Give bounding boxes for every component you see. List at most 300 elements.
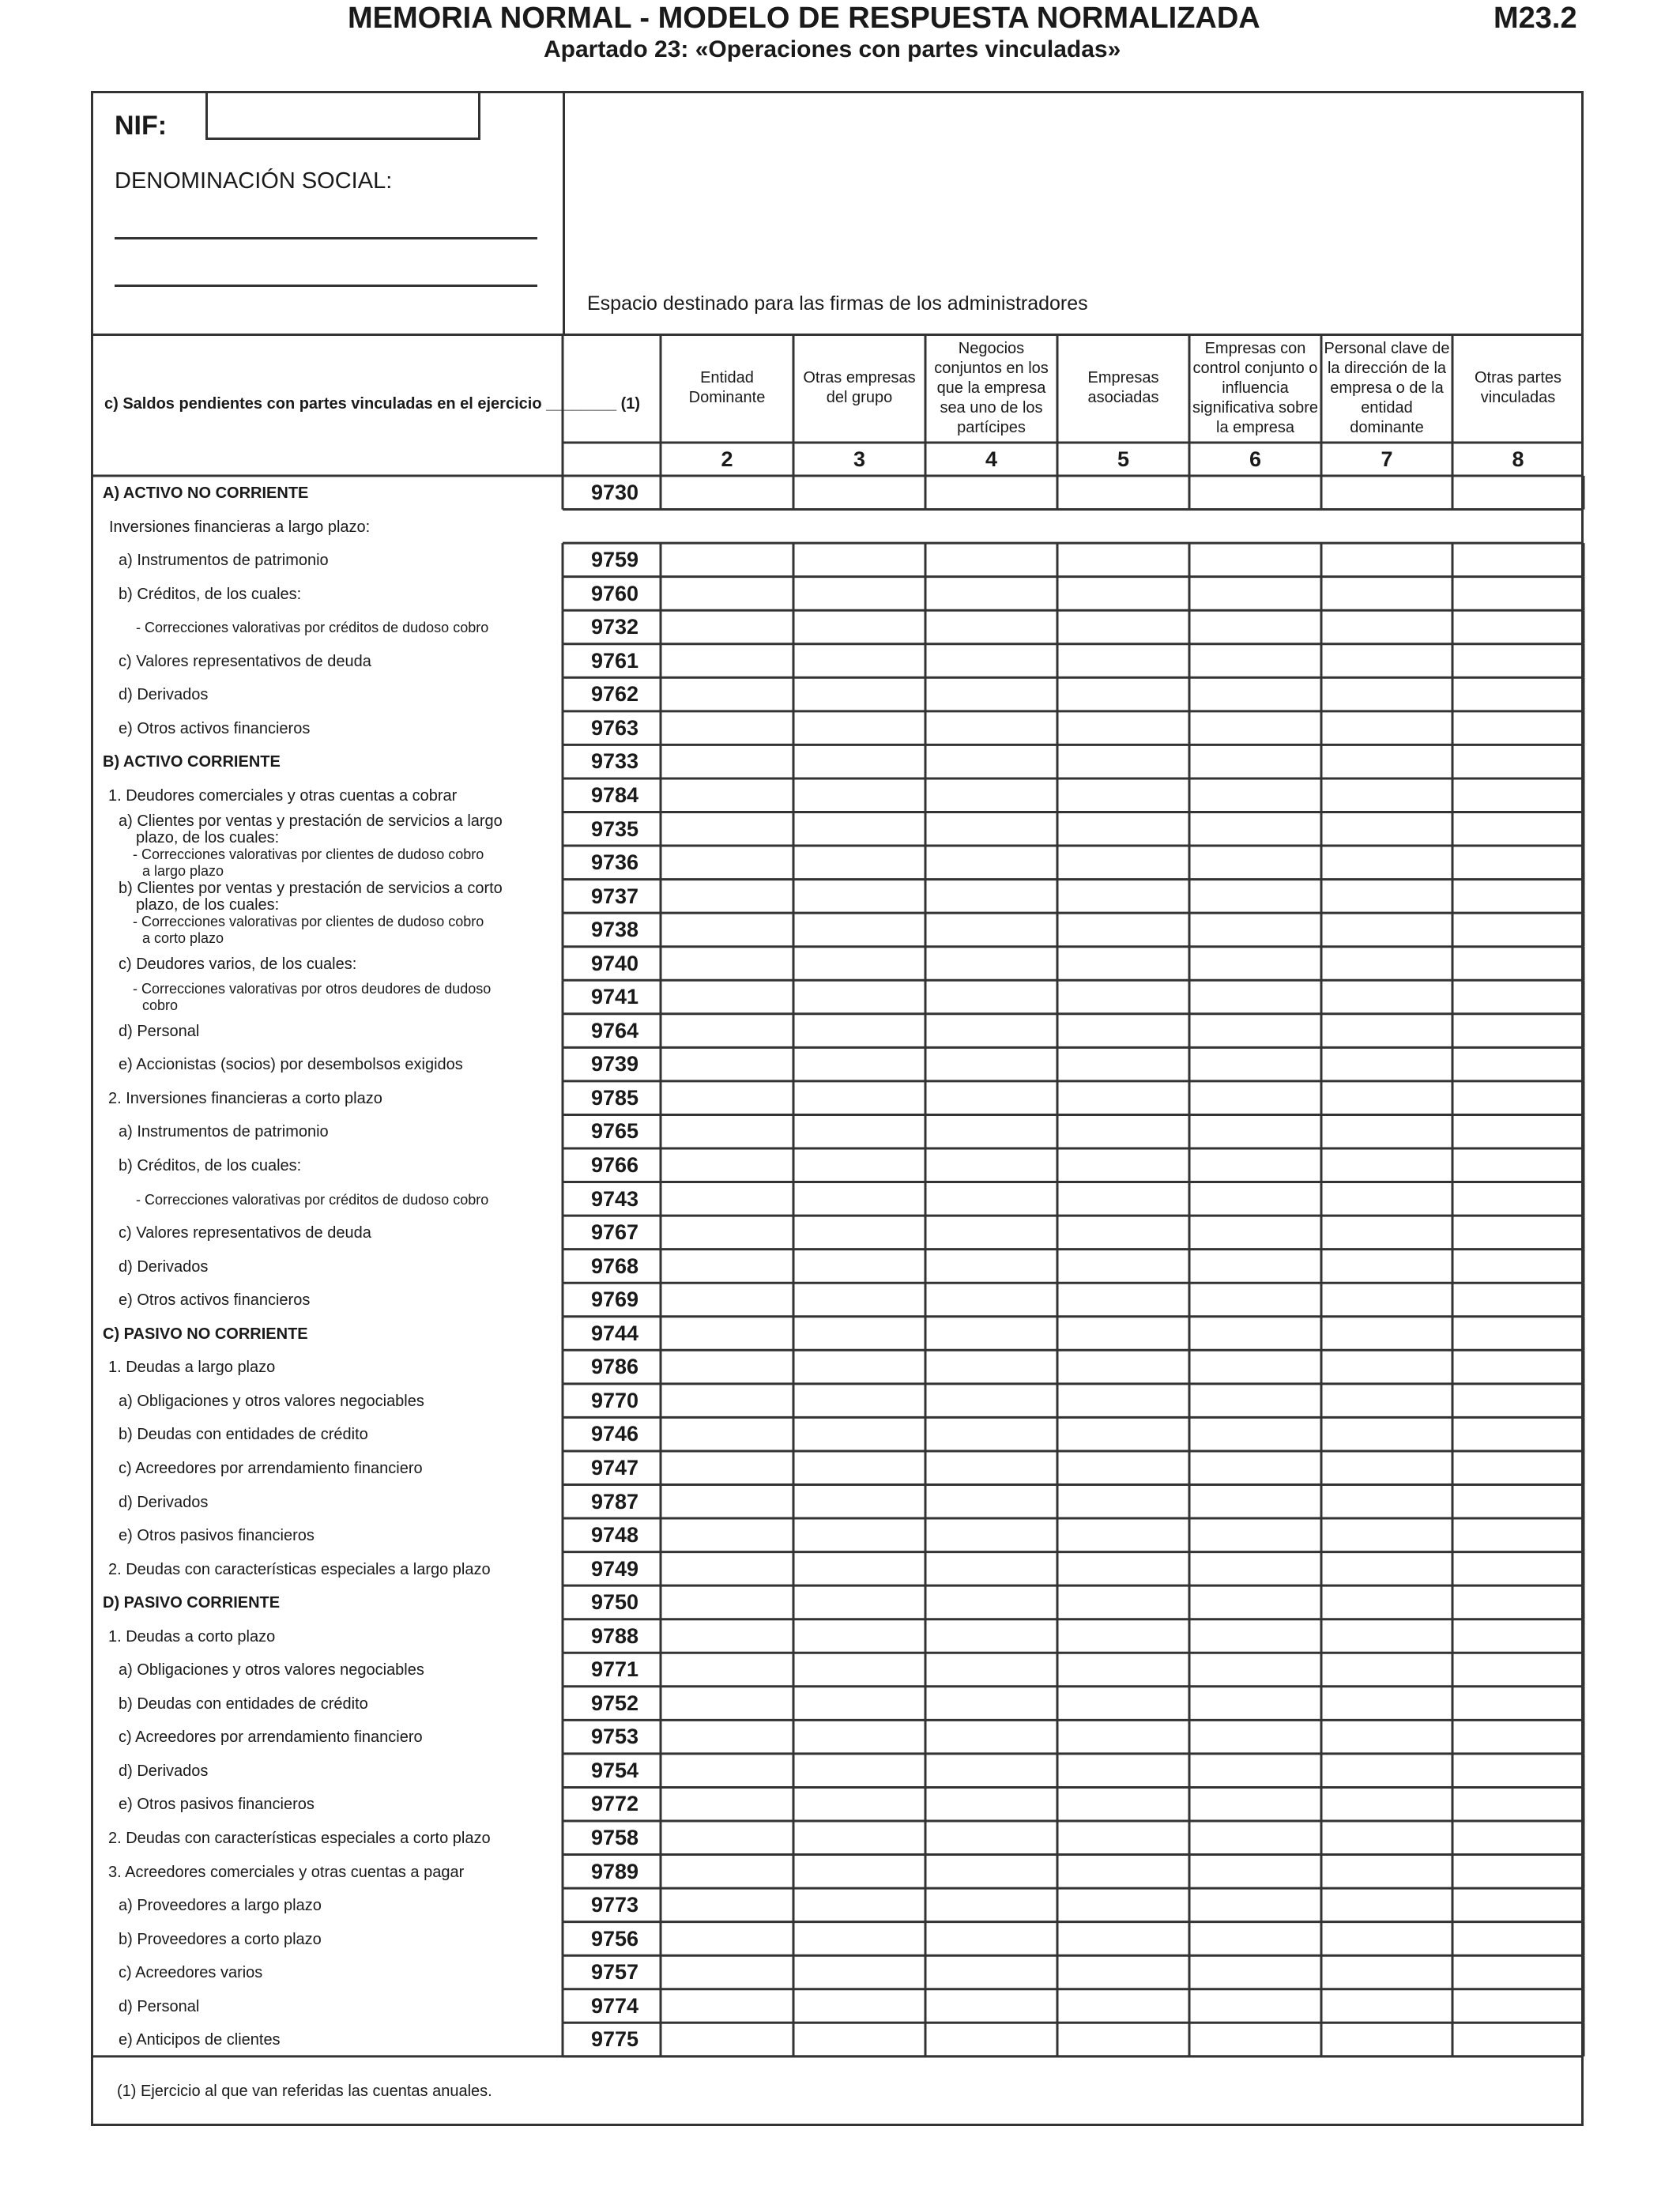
- amount-cell[interactable]: [1059, 1554, 1188, 1585]
- amount-cell[interactable]: [662, 1217, 792, 1248]
- amount-cell[interactable]: [662, 1688, 792, 1719]
- amount-cell[interactable]: [1454, 1587, 1582, 1618]
- amount-cell[interactable]: [1454, 2024, 1582, 2055]
- amount-cell[interactable]: [662, 1789, 792, 1819]
- amount-cell[interactable]: [1454, 847, 1582, 878]
- amount-cell[interactable]: [927, 2024, 1056, 2055]
- amount-cell[interactable]: [1191, 1016, 1320, 1046]
- amount-cell[interactable]: [1454, 477, 1582, 508]
- amount-cell[interactable]: [795, 1587, 924, 1618]
- amount-cell[interactable]: [1191, 914, 1320, 945]
- amount-cell[interactable]: [795, 1621, 924, 1652]
- amount-cell[interactable]: [1323, 1184, 1451, 1215]
- amount-cell[interactable]: [662, 1991, 792, 2022]
- amount-cell[interactable]: [795, 1049, 924, 1080]
- amount-cell[interactable]: [1191, 612, 1320, 643]
- amount-cell[interactable]: [1323, 1789, 1451, 1819]
- amount-cell[interactable]: [1191, 1721, 1320, 1752]
- amount-cell[interactable]: [1454, 679, 1582, 710]
- amount-cell[interactable]: [662, 1049, 792, 1080]
- amount-cell[interactable]: [795, 1654, 924, 1685]
- amount-cell[interactable]: [1059, 646, 1188, 677]
- amount-cell[interactable]: [927, 1453, 1056, 1483]
- amount-cell[interactable]: [1454, 579, 1582, 609]
- amount-cell[interactable]: [1191, 1318, 1320, 1349]
- amount-cell[interactable]: [1191, 477, 1320, 508]
- amount-cell[interactable]: [1323, 477, 1451, 508]
- amount-cell[interactable]: [795, 1351, 924, 1382]
- amount-cell[interactable]: [1454, 881, 1582, 912]
- amount-cell[interactable]: [795, 1789, 924, 1819]
- amount-cell[interactable]: [927, 1789, 1056, 1819]
- amount-cell[interactable]: [1059, 1890, 1188, 1921]
- amount-cell[interactable]: [1323, 1016, 1451, 1046]
- amount-cell[interactable]: [1059, 1116, 1188, 1147]
- amount-cell[interactable]: [1191, 1991, 1320, 2022]
- amount-cell[interactable]: [927, 1857, 1056, 1887]
- amount-cell[interactable]: [1454, 1823, 1582, 1853]
- amount-cell[interactable]: [795, 1083, 924, 1114]
- amount-cell[interactable]: [662, 1654, 792, 1685]
- amount-cell[interactable]: [1059, 1857, 1188, 1887]
- amount-cell[interactable]: [1191, 646, 1320, 677]
- amount-cell[interactable]: [1191, 1116, 1320, 1147]
- amount-cell[interactable]: [795, 1217, 924, 1248]
- amount-cell[interactable]: [795, 1318, 924, 1349]
- amount-cell[interactable]: [662, 1957, 792, 1988]
- amount-cell[interactable]: [927, 679, 1056, 710]
- amount-cell[interactable]: [1323, 1284, 1451, 1315]
- amount-cell[interactable]: [1454, 1016, 1582, 1046]
- amount-cell[interactable]: [1454, 1083, 1582, 1114]
- amount-cell[interactable]: [1191, 1823, 1320, 1853]
- amount-cell[interactable]: [1059, 914, 1188, 945]
- amount-cell[interactable]: [1454, 1487, 1582, 1517]
- amount-cell[interactable]: [927, 982, 1056, 1012]
- amount-cell[interactable]: [927, 477, 1056, 508]
- amount-cell[interactable]: [1454, 1924, 1582, 1955]
- amount-cell[interactable]: [662, 1150, 792, 1181]
- amount-cell[interactable]: [1191, 1049, 1320, 1080]
- amount-cell[interactable]: [662, 1116, 792, 1147]
- amount-cell[interactable]: [1059, 1318, 1188, 1349]
- amount-cell[interactable]: [1323, 646, 1451, 677]
- amount-cell[interactable]: [1454, 1890, 1582, 1921]
- amount-cell[interactable]: [1323, 780, 1451, 811]
- amount-cell[interactable]: [1323, 1587, 1451, 1618]
- amount-cell[interactable]: [1191, 1924, 1320, 1955]
- denominacion-input-line-1[interactable]: [115, 237, 537, 239]
- amount-cell[interactable]: [1191, 2024, 1320, 2055]
- amount-cell[interactable]: [1454, 1116, 1582, 1147]
- amount-cell[interactable]: [1059, 713, 1188, 744]
- amount-cell[interactable]: [1323, 1924, 1451, 1955]
- amount-cell[interactable]: [795, 646, 924, 677]
- amount-cell[interactable]: [662, 1251, 792, 1282]
- amount-cell[interactable]: [1059, 1251, 1188, 1282]
- amount-cell[interactable]: [1323, 1217, 1451, 1248]
- amount-cell[interactable]: [927, 1385, 1056, 1416]
- amount-cell[interactable]: [927, 1487, 1056, 1517]
- amount-cell[interactable]: [1059, 579, 1188, 609]
- amount-cell[interactable]: [927, 545, 1056, 575]
- amount-cell[interactable]: [1059, 1654, 1188, 1685]
- amount-cell[interactable]: [1323, 1890, 1451, 1921]
- amount-cell[interactable]: [1191, 579, 1320, 609]
- amount-cell[interactable]: [1323, 1755, 1451, 1786]
- amount-cell[interactable]: [1191, 1755, 1320, 1786]
- amount-cell[interactable]: [1323, 713, 1451, 744]
- amount-cell[interactable]: [1191, 1385, 1320, 1416]
- amount-cell[interactable]: [1059, 1587, 1188, 1618]
- amount-cell[interactable]: [927, 612, 1056, 643]
- amount-cell[interactable]: [1454, 1621, 1582, 1652]
- amount-cell[interactable]: [1323, 1419, 1451, 1449]
- amount-cell[interactable]: [1059, 1419, 1188, 1449]
- amount-cell[interactable]: [795, 847, 924, 878]
- amount-cell[interactable]: [1191, 1688, 1320, 1719]
- amount-cell[interactable]: [662, 1184, 792, 1215]
- amount-cell[interactable]: [1454, 1688, 1582, 1719]
- amount-cell[interactable]: [1323, 1150, 1451, 1181]
- amount-cell[interactable]: [662, 579, 792, 609]
- amount-cell[interactable]: [795, 1924, 924, 1955]
- amount-cell[interactable]: [795, 1688, 924, 1719]
- amount-cell[interactable]: [927, 1991, 1056, 2022]
- amount-cell[interactable]: [795, 579, 924, 609]
- amount-cell[interactable]: [1323, 1116, 1451, 1147]
- amount-cell[interactable]: [1454, 612, 1582, 643]
- amount-cell[interactable]: [1059, 1621, 1188, 1652]
- amount-cell[interactable]: [1323, 1823, 1451, 1853]
- amount-cell[interactable]: [1059, 982, 1188, 1012]
- amount-cell[interactable]: [1059, 948, 1188, 979]
- amount-cell[interactable]: [1323, 1554, 1451, 1585]
- amount-cell[interactable]: [1191, 1789, 1320, 1819]
- amount-cell[interactable]: [1323, 679, 1451, 710]
- amount-cell[interactable]: [1454, 948, 1582, 979]
- amount-cell[interactable]: [1191, 1251, 1320, 1282]
- amount-cell[interactable]: [927, 1083, 1056, 1114]
- amount-cell[interactable]: [662, 1351, 792, 1382]
- amount-cell[interactable]: [662, 914, 792, 945]
- amount-cell[interactable]: [1059, 1721, 1188, 1752]
- amount-cell[interactable]: [1059, 780, 1188, 811]
- amount-cell[interactable]: [927, 1688, 1056, 1719]
- amount-cell[interactable]: [795, 1453, 924, 1483]
- amount-cell[interactable]: [662, 1453, 792, 1483]
- amount-cell[interactable]: [1323, 948, 1451, 979]
- amount-cell[interactable]: [927, 646, 1056, 677]
- amount-cell[interactable]: [1454, 1520, 1582, 1551]
- amount-cell[interactable]: [1191, 746, 1320, 777]
- amount-cell[interactable]: [662, 1016, 792, 1046]
- amount-cell[interactable]: [662, 1587, 792, 1618]
- amount-cell[interactable]: [927, 1654, 1056, 1685]
- amount-cell[interactable]: [1059, 1150, 1188, 1181]
- amount-cell[interactable]: [1191, 1184, 1320, 1215]
- amount-cell[interactable]: [1454, 1318, 1582, 1349]
- amount-cell[interactable]: [1454, 1789, 1582, 1819]
- amount-cell[interactable]: [795, 780, 924, 811]
- amount-cell[interactable]: [1323, 881, 1451, 912]
- amount-cell[interactable]: [662, 1621, 792, 1652]
- amount-cell[interactable]: [795, 1520, 924, 1551]
- amount-cell[interactable]: [927, 1957, 1056, 1988]
- amount-cell[interactable]: [927, 881, 1056, 912]
- amount-cell[interactable]: [1059, 1957, 1188, 1988]
- amount-cell[interactable]: [1323, 982, 1451, 1012]
- amount-cell[interactable]: [1059, 1924, 1188, 1955]
- amount-cell[interactable]: [1454, 1755, 1582, 1786]
- amount-cell[interactable]: [1191, 1957, 1320, 1988]
- amount-cell[interactable]: [1191, 1520, 1320, 1551]
- amount-cell[interactable]: [1323, 1351, 1451, 1382]
- amount-cell[interactable]: [1059, 679, 1188, 710]
- amount-cell[interactable]: [795, 1487, 924, 1517]
- amount-cell[interactable]: [1059, 477, 1188, 508]
- amount-cell[interactable]: [1454, 1721, 1582, 1752]
- amount-cell[interactable]: [1059, 1284, 1188, 1315]
- amount-cell[interactable]: [662, 1924, 792, 1955]
- amount-cell[interactable]: [1454, 1453, 1582, 1483]
- amount-cell[interactable]: [1454, 1385, 1582, 1416]
- amount-cell[interactable]: [927, 847, 1056, 878]
- amount-cell[interactable]: [662, 814, 792, 845]
- amount-cell[interactable]: [1454, 1284, 1582, 1315]
- amount-cell[interactable]: [927, 746, 1056, 777]
- amount-cell[interactable]: [1059, 1688, 1188, 1719]
- amount-cell[interactable]: [795, 1419, 924, 1449]
- amount-cell[interactable]: [1191, 847, 1320, 878]
- amount-cell[interactable]: [1454, 713, 1582, 744]
- amount-cell[interactable]: [795, 1385, 924, 1416]
- amount-cell[interactable]: [1454, 1217, 1582, 1248]
- amount-cell[interactable]: [1059, 1487, 1188, 1517]
- amount-cell[interactable]: [1059, 1991, 1188, 2022]
- amount-cell[interactable]: [662, 2024, 792, 2055]
- amount-cell[interactable]: [927, 1150, 1056, 1181]
- amount-cell[interactable]: [795, 612, 924, 643]
- amount-cell[interactable]: [927, 1016, 1056, 1046]
- amount-cell[interactable]: [1191, 1890, 1320, 1921]
- amount-cell[interactable]: [927, 579, 1056, 609]
- amount-cell[interactable]: [795, 679, 924, 710]
- amount-cell[interactable]: [1454, 1957, 1582, 1988]
- amount-cell[interactable]: [662, 1419, 792, 1449]
- amount-cell[interactable]: [927, 1318, 1056, 1349]
- amount-cell[interactable]: [795, 1554, 924, 1585]
- amount-cell[interactable]: [1323, 579, 1451, 609]
- nif-input[interactable]: [205, 92, 480, 140]
- amount-cell[interactable]: [1059, 746, 1188, 777]
- amount-cell[interactable]: [927, 948, 1056, 979]
- amount-cell[interactable]: [795, 1150, 924, 1181]
- amount-cell[interactable]: [795, 477, 924, 508]
- amount-cell[interactable]: [795, 1116, 924, 1147]
- amount-cell[interactable]: [795, 914, 924, 945]
- amount-cell[interactable]: [662, 612, 792, 643]
- amount-cell[interactable]: [795, 1721, 924, 1752]
- amount-cell[interactable]: [1323, 847, 1451, 878]
- amount-cell[interactable]: [1323, 746, 1451, 777]
- amount-cell[interactable]: [1191, 1621, 1320, 1652]
- amount-cell[interactable]: [1059, 881, 1188, 912]
- amount-cell[interactable]: [662, 746, 792, 777]
- amount-cell[interactable]: [662, 1487, 792, 1517]
- amount-cell[interactable]: [1323, 1991, 1451, 2022]
- amount-cell[interactable]: [795, 1991, 924, 2022]
- amount-cell[interactable]: [1191, 1284, 1320, 1315]
- amount-cell[interactable]: [1323, 612, 1451, 643]
- amount-cell[interactable]: [1454, 780, 1582, 811]
- amount-cell[interactable]: [1059, 1217, 1188, 1248]
- amount-cell[interactable]: [927, 1049, 1056, 1080]
- amount-cell[interactable]: [927, 1924, 1056, 1955]
- amount-cell[interactable]: [1191, 982, 1320, 1012]
- amount-cell[interactable]: [1191, 713, 1320, 744]
- amount-cell[interactable]: [927, 1419, 1056, 1449]
- amount-cell[interactable]: [1454, 1049, 1582, 1080]
- amount-cell[interactable]: [662, 948, 792, 979]
- amount-cell[interactable]: [662, 1554, 792, 1585]
- amount-cell[interactable]: [1191, 1654, 1320, 1685]
- amount-cell[interactable]: [927, 1823, 1056, 1853]
- amount-cell[interactable]: [1454, 545, 1582, 575]
- amount-cell[interactable]: [1323, 1621, 1451, 1652]
- amount-cell[interactable]: [1191, 1217, 1320, 1248]
- amount-cell[interactable]: [1454, 982, 1582, 1012]
- amount-cell[interactable]: [1323, 814, 1451, 845]
- amount-cell[interactable]: [1059, 1083, 1188, 1114]
- amount-cell[interactable]: [1191, 545, 1320, 575]
- amount-cell[interactable]: [1059, 1385, 1188, 1416]
- amount-cell[interactable]: [662, 982, 792, 1012]
- amount-cell[interactable]: [1454, 1991, 1582, 2022]
- amount-cell[interactable]: [1059, 1453, 1188, 1483]
- amount-cell[interactable]: [1191, 1587, 1320, 1618]
- amount-cell[interactable]: [1059, 2024, 1188, 2055]
- amount-cell[interactable]: [662, 1890, 792, 1921]
- amount-cell[interactable]: [1454, 646, 1582, 677]
- amount-cell[interactable]: [1191, 814, 1320, 845]
- amount-cell[interactable]: [1454, 1351, 1582, 1382]
- amount-cell[interactable]: [1191, 1083, 1320, 1114]
- amount-cell[interactable]: [1059, 1184, 1188, 1215]
- amount-cell[interactable]: [927, 1284, 1056, 1315]
- amount-cell[interactable]: [1059, 1016, 1188, 1046]
- amount-cell[interactable]: [927, 914, 1056, 945]
- amount-cell[interactable]: [927, 1217, 1056, 1248]
- amount-cell[interactable]: [795, 1755, 924, 1786]
- amount-cell[interactable]: [662, 679, 792, 710]
- amount-cell[interactable]: [795, 881, 924, 912]
- amount-cell[interactable]: [1323, 545, 1451, 575]
- amount-cell[interactable]: [1454, 1419, 1582, 1449]
- amount-cell[interactable]: [795, 1857, 924, 1887]
- amount-cell[interactable]: [927, 814, 1056, 845]
- amount-cell[interactable]: [927, 1554, 1056, 1585]
- amount-cell[interactable]: [795, 545, 924, 575]
- amount-cell[interactable]: [1191, 1857, 1320, 1887]
- amount-cell[interactable]: [1059, 814, 1188, 845]
- amount-cell[interactable]: [662, 881, 792, 912]
- amount-cell[interactable]: [795, 1890, 924, 1921]
- amount-cell[interactable]: [795, 1957, 924, 1988]
- amount-cell[interactable]: [927, 1520, 1056, 1551]
- amount-cell[interactable]: [662, 1318, 792, 1349]
- amount-cell[interactable]: [1059, 612, 1188, 643]
- amount-cell[interactable]: [1191, 1419, 1320, 1449]
- amount-cell[interactable]: [662, 1823, 792, 1853]
- amount-cell[interactable]: [927, 1587, 1056, 1618]
- amount-cell[interactable]: [1191, 1351, 1320, 1382]
- amount-cell[interactable]: [1059, 1520, 1188, 1551]
- amount-cell[interactable]: [1454, 1857, 1582, 1887]
- amount-cell[interactable]: [927, 1184, 1056, 1215]
- amount-cell[interactable]: [1191, 1487, 1320, 1517]
- amount-cell[interactable]: [927, 1721, 1056, 1752]
- amount-cell[interactable]: [1191, 881, 1320, 912]
- amount-cell[interactable]: [1454, 914, 1582, 945]
- amount-cell[interactable]: [662, 477, 792, 508]
- amount-cell[interactable]: [795, 746, 924, 777]
- amount-cell[interactable]: [1323, 1721, 1451, 1752]
- amount-cell[interactable]: [927, 713, 1056, 744]
- amount-cell[interactable]: [1323, 1487, 1451, 1517]
- amount-cell[interactable]: [927, 1251, 1056, 1282]
- amount-cell[interactable]: [795, 948, 924, 979]
- denominacion-input-line-2[interactable]: [115, 285, 537, 287]
- amount-cell[interactable]: [795, 1251, 924, 1282]
- amount-cell[interactable]: [927, 1116, 1056, 1147]
- amount-cell[interactable]: [662, 1755, 792, 1786]
- amount-cell[interactable]: [1059, 1789, 1188, 1819]
- amount-cell[interactable]: [662, 1857, 792, 1887]
- amount-cell[interactable]: [1454, 1251, 1582, 1282]
- amount-cell[interactable]: [1059, 1351, 1188, 1382]
- amount-cell[interactable]: [927, 1890, 1056, 1921]
- amount-cell[interactable]: [662, 1083, 792, 1114]
- amount-cell[interactable]: [795, 814, 924, 845]
- amount-cell[interactable]: [662, 1284, 792, 1315]
- amount-cell[interactable]: [795, 1284, 924, 1315]
- amount-cell[interactable]: [662, 847, 792, 878]
- amount-cell[interactable]: [662, 1520, 792, 1551]
- amount-cell[interactable]: [1323, 1520, 1451, 1551]
- amount-cell[interactable]: [1323, 1857, 1451, 1887]
- amount-cell[interactable]: [662, 713, 792, 744]
- amount-cell[interactable]: [1454, 814, 1582, 845]
- amount-cell[interactable]: [795, 982, 924, 1012]
- amount-cell[interactable]: [927, 1351, 1056, 1382]
- amount-cell[interactable]: [1323, 1318, 1451, 1349]
- amount-cell[interactable]: [1059, 1049, 1188, 1080]
- amount-cell[interactable]: [1323, 1957, 1451, 1988]
- amount-cell[interactable]: [1059, 1755, 1188, 1786]
- amount-cell[interactable]: [1191, 1554, 1320, 1585]
- amount-cell[interactable]: [1454, 1150, 1582, 1181]
- amount-cell[interactable]: [927, 1755, 1056, 1786]
- amount-cell[interactable]: [662, 646, 792, 677]
- amount-cell[interactable]: [662, 545, 792, 575]
- amount-cell[interactable]: [1454, 746, 1582, 777]
- amount-cell[interactable]: [1454, 1654, 1582, 1685]
- amount-cell[interactable]: [1191, 1453, 1320, 1483]
- amount-cell[interactable]: [1191, 679, 1320, 710]
- amount-cell[interactable]: [1454, 1184, 1582, 1215]
- amount-cell[interactable]: [927, 780, 1056, 811]
